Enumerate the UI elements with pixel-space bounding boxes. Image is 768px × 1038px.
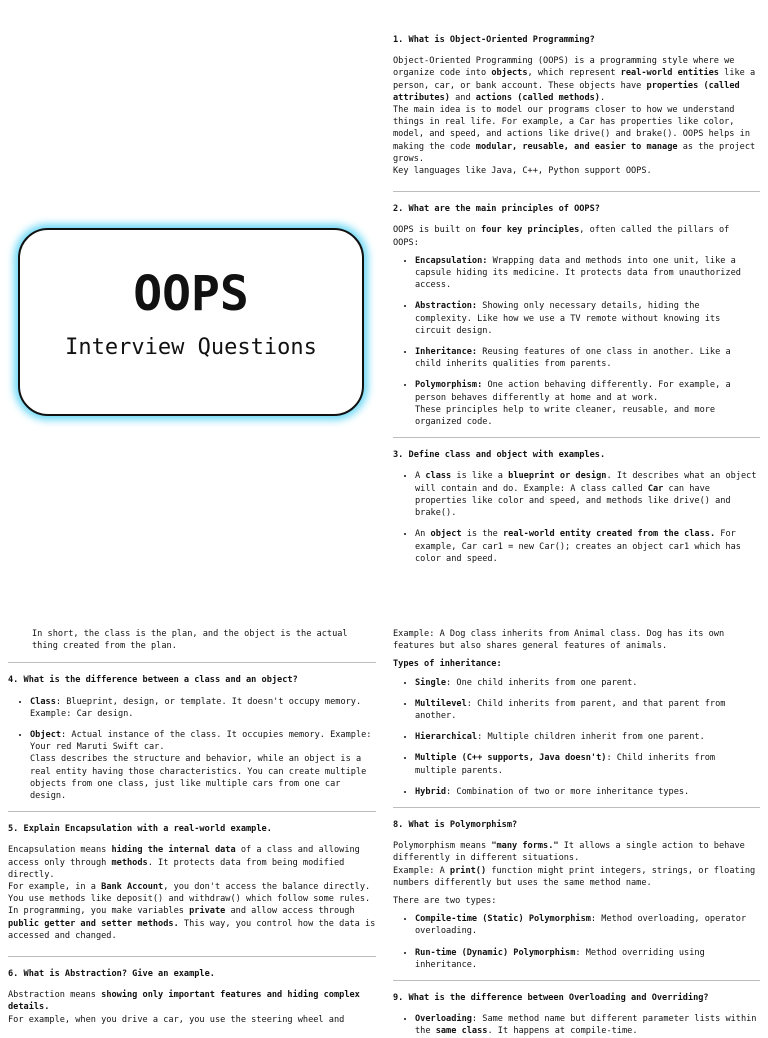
list-item: • Hierarchical: Multiple children inherit from one parent. xyxy=(415,731,760,743)
list-item: • Run-time (Dynamic) Polymorphism: Method overriding using inheritance. xyxy=(415,947,760,971)
polymorphism-types-list xyxy=(393,913,760,971)
question-1-heading: 1. What is Object-Oriented Programming? xyxy=(393,35,595,45)
inheritance-types-label: Types of inheritance: xyxy=(393,659,502,670)
top-right-column xyxy=(393,34,760,564)
question-5-heading: 5. Explain Encapsulation with a real-world example. xyxy=(8,824,272,835)
continued-paragraph: Example: A Dog class inherits from Animal class. Dog has its own features but also shares general features of animals. xyxy=(393,629,725,652)
list-item: • Abstraction: Showing only necessary details, hiding the complexity. Like how we use a TV remote without knowing its circuit design. xyxy=(415,300,760,337)
question-2-heading: 2. What are the main principles of OOPS? xyxy=(393,204,600,215)
question-9-heading: 9. What is the difference between Overloading and Overriding? xyxy=(393,993,709,1004)
question-5 xyxy=(8,823,376,942)
continued-paragraph: In short, the class is the plan, and the object is the actual thing created from the plan. xyxy=(32,629,348,652)
list-item: • Single: One child inherits from one parent. xyxy=(415,677,760,689)
bottom-right-column xyxy=(393,628,760,1037)
question-8 xyxy=(393,819,760,971)
polymorphism-types-label: There are two types: xyxy=(393,896,497,907)
list-item: • Object: Actual instance of the class. It occupies memory. Example: Your red Maruti Swift car. Class describes the structure and behavior, while an object is a real entity having those characteristics. You can create multiple objects from one class, just like multiple cars from one car design. xyxy=(30,729,376,802)
class-vs-object-list xyxy=(8,696,376,803)
question-1-paragraph: Object-Oriented Programming (OOPS) is a programming style where we organize code into objects, which represent real-world entities like a person, car, or bank account. These objects have properties (called attributes) and actions (called methods). xyxy=(393,56,756,103)
list-item: • Compile-time (Static) Polymorphism: Method overloading, operator overloading. xyxy=(415,913,760,937)
cover-title: OOPS xyxy=(133,266,249,322)
question-6-heading: 6. What is Abstraction? Give an example. xyxy=(8,969,215,980)
question-1-paragraph: Key languages like Java, C++, Python support OOPS. xyxy=(393,166,652,177)
list-item: • Class: Blueprint, design, or template. It doesn't occupy memory. Example: Car design. xyxy=(30,696,376,720)
question-8-heading: 8. What is Polymorphism? xyxy=(393,820,518,831)
question-1 xyxy=(393,34,760,177)
list-item: • Encapsulation: Wrapping data and methods into one unit, like a capsule hiding its medicine. It protects data from unauthorized access. xyxy=(415,255,760,292)
list-item: • Overloading: Same method name but different parameter lists within the same class. It happens at compile-time. xyxy=(415,1013,760,1037)
question-1-paragraph: The main idea is to model our programs closer to how we understand things in real life. For example, a Car has properties like color, model, and speed, and actions like drive() and brake(). OOPS helps in making the code modular, reusable, and easier to manage as the project grows. xyxy=(393,105,756,164)
principles-list xyxy=(393,255,760,428)
question-3 xyxy=(393,449,760,565)
list-item: • An object is the real-world entity created from the class. For example, Car car1 = new Car(); creates an object car1 which has color and speed. xyxy=(415,528,760,565)
overloading-overriding-list xyxy=(393,1013,760,1037)
list-item: • Hybrid: Combination of two or more inheritance types. xyxy=(415,786,760,798)
cover-card xyxy=(18,228,364,416)
section-divider xyxy=(393,437,760,438)
inheritance-types-list xyxy=(393,677,760,798)
list-item: • Multiple (C++ supports, Java doesn't): Child inherits from multiple parents. xyxy=(415,752,760,776)
cover-subtitle: Interview Questions xyxy=(65,335,317,360)
section-divider xyxy=(8,662,376,663)
question-2 xyxy=(393,203,760,428)
question-5-paragraph: Encapsulation means hiding the internal data of a class and allowing access only through methods. It protects data from being modified directly. For example, in a Bank Account, you don't access the balance directly. You use methods like deposit() and withdraw() which follow some rules. In programming, you make variables private and allow access through public getter and setter methods. This way, you control how the data is accessed and changed. xyxy=(8,845,376,941)
question-4 xyxy=(8,674,376,802)
class-object-list xyxy=(393,470,760,564)
section-divider xyxy=(393,807,760,808)
list-item: • Multilevel: Child inherits from parent, and that parent from another. xyxy=(415,698,760,722)
section-divider xyxy=(8,811,376,812)
bottom-left-column xyxy=(8,628,376,1024)
question-3-heading: 3. Define class and object with examples. xyxy=(393,450,606,461)
section-divider xyxy=(8,956,376,957)
question-2-intro: OOPS is built on four key principles, often called the pillars of OOPS: xyxy=(393,225,730,248)
list-item: • Inheritance: Reusing features of one class in another. Like a child inherits qualities from parents. xyxy=(415,346,760,370)
question-8-paragraph: Polymorphism means "many forms." It allows a single action to behave differently in different situations. Example: A print() function might print integers, strings, or floating numbers differently but uses the same method name. xyxy=(393,841,756,888)
question-6-paragraph: Abstraction means showing only important features and hiding complex details. For example, when you drive a car, you use the steering wheel and xyxy=(8,990,360,1025)
question-6 xyxy=(8,968,376,1026)
question-9 xyxy=(393,992,760,1038)
section-divider xyxy=(393,980,760,981)
list-item: • Polymorphism: One action behaving differently. For example, a person behaves differently at home and at work. These principles help to write cleaner, reusable, and more organized code. xyxy=(415,379,760,428)
list-item: • A class is like a blueprint or design. It describes what an object will contain and do. Example: A class called Car can have properties like color and speed, and methods like drive() and brake(). xyxy=(415,470,760,519)
section-divider xyxy=(393,191,760,192)
question-4-heading: 4. What is the difference between a class and an object? xyxy=(8,675,298,686)
